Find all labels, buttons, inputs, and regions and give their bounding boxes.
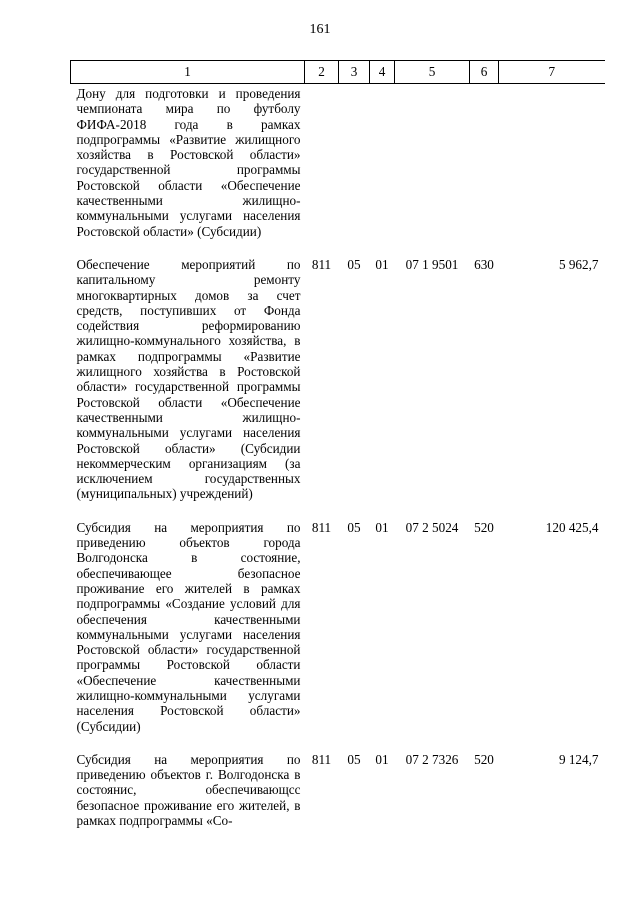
row-section-code: 05 — [347, 751, 361, 767]
row-ministry-code: 811 — [311, 256, 332, 272]
table-header — [71, 61, 605, 84]
row-section-code — [339, 84, 370, 239]
row-subsection-code: 01 — [375, 256, 389, 272]
table-row — [71, 239, 605, 502]
row-description: Субсидия на мероприятия по приведению объектов города Волгодонска в состояние, обеспечивающее безопасное проживание его жителей в рамках подпрограммы «Создание условий для обеспечения качественными коммунальными услугами населения Ростовской области» государственной программы Ростовской области «Обеспечение качественными жилищно-коммунальными услугами населения Ростовской области» (Субсидии) — [76, 519, 301, 734]
row-amount: 5 962,7 — [558, 256, 599, 272]
table-row — [71, 84, 605, 239]
page-number: 161 — [309, 22, 331, 37]
row-expense-type: 630 — [474, 256, 494, 272]
row-target-code — [395, 84, 470, 239]
row-target-code: 07 1 9501 — [405, 256, 459, 272]
row-subsection-code: 01 — [375, 519, 389, 535]
row-ministry-code — [305, 84, 339, 239]
row-section-code: 05 — [347, 256, 361, 272]
row-target-code: 07 2 5024 — [405, 519, 459, 535]
table-row — [71, 502, 605, 734]
row-expense-type: 520 — [474, 519, 494, 535]
row-target-code: 07 2 7326 — [405, 751, 459, 767]
row-subsection-code: 01 — [375, 751, 389, 767]
table-body — [71, 84, 605, 829]
row-amount: 120 425,4 — [545, 519, 599, 535]
header-cell-5: 5 — [395, 61, 470, 84]
row-ministry-code: 811 — [311, 751, 332, 767]
header-cell-6: 6 — [470, 61, 499, 84]
row-expense-type: 520 — [474, 751, 494, 767]
row-description: Субсидия на мероприятия по приведению объектов г. Волгодонска в состоянис, обеспечивающсс безопасное проживание его жителей, в рамках подпрограммы «Со- — [76, 751, 301, 829]
row-subsection-code — [370, 84, 395, 239]
row-expense-type — [470, 84, 499, 239]
table-row — [71, 734, 605, 828]
header-cell-1: 1 — [71, 61, 305, 84]
row-section-code: 05 — [347, 519, 361, 535]
header-cell-3: 3 — [339, 61, 370, 84]
row-amount: 9 124,7 — [558, 751, 599, 767]
row-amount — [499, 84, 605, 239]
header-cell-2: 2 — [305, 61, 339, 84]
budget-table — [70, 60, 605, 828]
header-cell-7: 7 — [499, 61, 605, 84]
row-description: Обеспечение мероприятий по капитальному ремонту многоквартирных домов за счет средств, поступивших от Фонда содействия реформированию жилищно-коммунального хозяйства, в рамках подпрограммы «Развитие жилищного хозяйства в Ростовской области» государственной программы Ростовской области «Обеспечение качественными жилищно-коммунальными услугами населения Ростовской области» (Субсидии некоммерческим организациям (за исключением государственных (муниципальных) учреждений) — [76, 256, 301, 502]
row-description: Дону для подготовки и проведения чемпионата мира по футболу ФИФА-2018 года в рамках подпрограммы «Развитие жилищного хозяйства в Ростовской области» государственной программы Ростовской области «Обеспечение качественными жилищно-коммунальными услугами населения Ростовской области» (Субсидии) — [76, 86, 301, 239]
header-row — [71, 61, 605, 84]
header-cell-4: 4 — [370, 61, 395, 84]
row-ministry-code: 811 — [311, 519, 332, 535]
